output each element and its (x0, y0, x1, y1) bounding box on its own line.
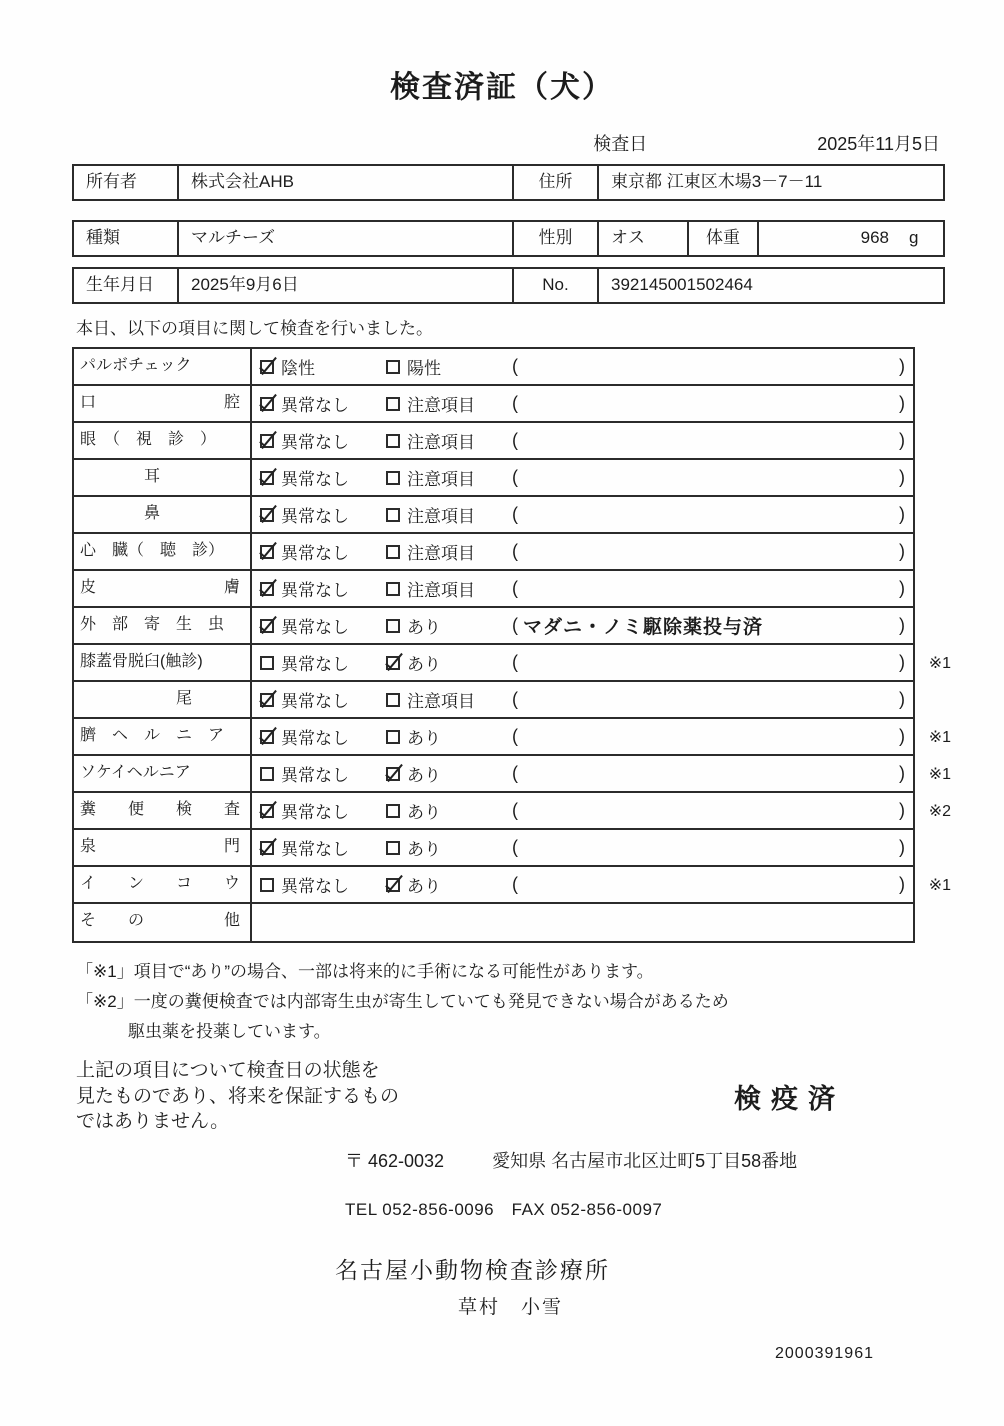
option-label: あり (407, 729, 441, 748)
inspection-option (260, 835, 386, 860)
option-label: 注意項目 (407, 433, 475, 452)
inspection-option (260, 539, 386, 564)
inspection-date-value: 2025年11月5日 (817, 134, 940, 154)
option-label: 異常なし (281, 840, 349, 859)
intro-text: 本日、以下の項目に関して検査を行いました。 (76, 319, 433, 338)
close-paren: ) (899, 467, 905, 487)
disclaimer-line: 上記の項目について検査日の状態を (76, 1060, 380, 1081)
inspection-row (74, 386, 913, 423)
checked-checkbox-icon[interactable] (260, 693, 274, 707)
inspection-item-label: 耳 (74, 460, 252, 495)
inspection-row-content (252, 719, 913, 754)
option-label: 注意項目 (407, 581, 475, 600)
checked-checkbox-icon[interactable] (260, 434, 274, 448)
inspection-option (260, 502, 386, 527)
examiner-name: 草村 小雪 (458, 1296, 564, 1318)
inspection-date-label: 検査日 (593, 134, 648, 154)
result-paren-area (512, 874, 913, 895)
result-paren-area (512, 652, 913, 673)
unchecked-checkbox-icon[interactable] (260, 878, 274, 892)
option-label: あり (407, 840, 441, 859)
inspection-option (386, 465, 512, 490)
weight-label: 体重 (687, 222, 757, 255)
inspection-table (72, 347, 951, 943)
inspection-item-label: そ の 他 (74, 904, 252, 941)
inspection-option (386, 687, 512, 712)
result-note-text: マダニ・ノミ駆除薬投与済 (523, 617, 764, 638)
weight-value: 968 (860, 228, 889, 247)
close-paren: ) (899, 541, 905, 561)
unchecked-checkbox-icon[interactable] (386, 619, 400, 633)
close-paren: ) (899, 356, 905, 376)
option-label: 異常なし (281, 507, 349, 526)
option-label: 注意項目 (407, 507, 475, 526)
quarantine-stamp: 検疫済 (734, 1083, 845, 1114)
inspection-option (260, 465, 386, 490)
close-paren: ) (899, 689, 905, 709)
option-label: あり (407, 618, 441, 637)
result-paren-area (512, 612, 913, 639)
inspection-row (74, 608, 913, 645)
checked-checkbox-icon[interactable] (260, 360, 274, 374)
address-value: 東京都 江東区木場3－7－11 (597, 166, 943, 199)
inspection-row-content (252, 534, 913, 569)
close-paren: ) (899, 652, 905, 672)
disclaimer-text (76, 1058, 399, 1135)
inspection-option (386, 798, 512, 823)
clinic-address-row (345, 1147, 1004, 1173)
close-paren: ) (899, 504, 905, 524)
inspection-option (260, 428, 386, 453)
option-label: 異常なし (281, 803, 349, 822)
option-label: あり (407, 655, 441, 674)
inspection-item-label: 臍 ヘ ル ニ ア (74, 719, 252, 754)
inspection-row (74, 423, 913, 460)
inspection-item-label: 鼻 (74, 497, 252, 532)
inspection-option (386, 354, 512, 379)
inspection-row-content (252, 349, 913, 384)
address-label: 住所 (512, 166, 597, 199)
checked-checkbox-icon[interactable] (260, 730, 274, 744)
open-paren: ( (512, 689, 518, 709)
breed-value: マルチーズ (177, 222, 512, 255)
checked-checkbox-icon[interactable] (260, 545, 274, 559)
sex-label: 性別 (512, 222, 597, 255)
result-paren-area (512, 837, 913, 858)
unchecked-checkbox-icon[interactable] (386, 804, 400, 818)
checked-checkbox-icon[interactable] (260, 397, 274, 411)
close-paren: ) (899, 578, 905, 598)
result-paren-area (512, 467, 913, 488)
option-label: 注意項目 (407, 692, 475, 711)
inspection-option (386, 650, 512, 675)
weight-unit: g (909, 228, 919, 247)
inspection-option (386, 761, 512, 786)
result-paren-area (512, 689, 913, 710)
option-label: 注意項目 (407, 396, 475, 415)
option-label: 異常なし (281, 581, 349, 600)
weight-cell (757, 222, 943, 255)
option-label: 異常なし (281, 470, 349, 489)
inspection-row-content (252, 756, 913, 791)
unchecked-checkbox-icon[interactable] (386, 545, 400, 559)
inspection-row-content (252, 460, 913, 495)
result-paren-area (512, 430, 913, 451)
birthdate-label: 生年月日 (86, 275, 154, 294)
inspection-row-content (252, 497, 913, 532)
inspection-item-label: 眼 （ 視 診 ） (74, 423, 252, 458)
pet-info-table (72, 220, 945, 257)
inspection-option (260, 761, 386, 786)
result-paren-area (512, 356, 913, 377)
close-paren: ) (899, 726, 905, 746)
inspection-option (260, 724, 386, 749)
option-label: 異常なし (281, 766, 349, 785)
checked-checkbox-icon[interactable] (260, 582, 274, 596)
birthdate-value: 2025年9月6日 (177, 269, 512, 302)
sex-value: オス (597, 222, 687, 255)
owner-table (72, 164, 945, 201)
result-paren-area (512, 578, 913, 599)
option-label: 異常なし (281, 692, 349, 711)
inspection-row (74, 571, 913, 608)
inspection-item-label: 口 腔 (74, 386, 252, 421)
breed-label: 種類 (86, 228, 120, 247)
inspection-row-content (252, 793, 913, 828)
unchecked-checkbox-icon[interactable] (260, 767, 274, 781)
serial-number: 2000391961 (775, 1344, 874, 1362)
inspection-row (74, 793, 951, 830)
certificate-no-value: 392145001502464 (597, 269, 943, 302)
unchecked-checkbox-icon[interactable] (386, 693, 400, 707)
inspection-option (260, 576, 386, 601)
inspection-item-label: 膝蓋骨脱臼(触診) (74, 645, 252, 680)
inspection-item-label: 外 部 寄 生 虫 (74, 608, 252, 643)
tel-fax: TEL 052-856-0096 FAX 052-856-0097 (345, 1199, 663, 1219)
open-paren: ( (512, 356, 518, 376)
inspection-option (260, 391, 386, 416)
checked-checkbox-icon[interactable] (386, 767, 400, 781)
open-paren: ( (512, 393, 518, 413)
open-paren: ( (512, 541, 518, 561)
close-paren: ) (899, 800, 905, 820)
row-footnote-mark: ※1 (928, 729, 951, 746)
inspection-row (74, 460, 913, 497)
unchecked-checkbox-icon[interactable] (386, 471, 400, 485)
inspection-row (74, 719, 951, 756)
inspection-option (260, 798, 386, 823)
inspection-row (74, 682, 913, 719)
checked-checkbox-icon[interactable] (260, 619, 274, 633)
result-paren-area (512, 504, 913, 525)
option-label: 異常なし (281, 618, 349, 637)
inspection-row (74, 756, 951, 793)
footnote-1: 「※1」項目で“あり”の場合、一部は将来的に手術になる可能性があります。 (76, 962, 654, 981)
inspection-item-label: 心 臓（ 聴 診） (74, 534, 252, 569)
close-paren: ) (899, 615, 905, 635)
option-label: 異常なし (281, 655, 349, 674)
unchecked-checkbox-icon[interactable] (386, 397, 400, 411)
unchecked-checkbox-icon[interactable] (386, 582, 400, 596)
inspection-row (74, 830, 913, 867)
inspection-item-label: パルボチェック (74, 349, 252, 384)
option-label: 異常なし (281, 396, 349, 415)
disclaimer-line: ではありません。 (76, 1111, 230, 1133)
open-paren: ( (512, 578, 518, 598)
unchecked-checkbox-icon[interactable] (386, 434, 400, 448)
inspection-option (386, 724, 512, 749)
unchecked-checkbox-icon[interactable] (386, 730, 400, 744)
close-paren: ) (899, 763, 905, 783)
inspection-option (386, 502, 512, 527)
result-paren-area (512, 800, 913, 821)
open-paren: ( (512, 763, 518, 783)
inspection-option (260, 687, 386, 712)
inspection-option (260, 354, 386, 379)
inspection-row-content (252, 608, 913, 643)
inspection-item-label: イ ン コ ウ (74, 867, 252, 902)
result-paren-area (512, 393, 913, 414)
checked-checkbox-icon[interactable] (260, 508, 274, 522)
close-paren: ) (899, 393, 905, 413)
inspection-option (260, 613, 386, 638)
inspection-row (74, 904, 913, 941)
inspection-item-label: ソケイヘルニア (74, 756, 252, 791)
row-footnote-mark: ※1 (928, 655, 951, 672)
inspection-row-content (252, 682, 913, 717)
result-paren-area (512, 726, 913, 747)
inspection-option (386, 539, 512, 564)
disclaimer-stamp-row (76, 1058, 940, 1135)
inspection-option (386, 835, 512, 860)
row-footnote-mark: ※2 (928, 803, 951, 820)
checked-checkbox-icon[interactable] (386, 656, 400, 670)
open-paren: ( (512, 726, 518, 746)
unchecked-checkbox-icon[interactable] (386, 841, 400, 855)
result-paren-area (512, 763, 913, 784)
inspection-row-content (252, 423, 913, 458)
row-footnote-mark: ※1 (928, 766, 951, 783)
open-paren: ( (512, 837, 518, 857)
close-paren: ) (899, 430, 905, 450)
checked-checkbox-icon[interactable] (260, 841, 274, 855)
option-label: 異常なし (281, 877, 349, 896)
open-paren: ( (512, 874, 518, 894)
inspection-item-label: 皮 膚 (74, 571, 252, 606)
inspection-option (260, 872, 386, 897)
inspection-option (260, 650, 386, 675)
option-label: あり (407, 766, 441, 785)
option-label: あり (407, 877, 441, 896)
inspection-row (74, 349, 913, 386)
unchecked-checkbox-icon[interactable] (386, 360, 400, 374)
unchecked-checkbox-icon[interactable] (386, 508, 400, 522)
open-paren: ( (512, 800, 518, 820)
document-title: 検査済証（犬） (390, 71, 614, 104)
inspection-row-content (252, 571, 913, 606)
inspection-option (386, 391, 512, 416)
option-label: 注意項目 (407, 544, 475, 563)
checked-checkbox-icon[interactable] (386, 878, 400, 892)
clinic-name: 名古屋小動物検査診療所 (335, 1256, 610, 1283)
inspection-option (386, 613, 512, 638)
option-label: 陰性 (281, 359, 315, 378)
footnote-2-continued: 駆虫薬を投薬しています。 (128, 1022, 331, 1041)
inspection-row-content (252, 867, 913, 902)
option-label: 陽性 (407, 359, 441, 378)
inspection-date-row (72, 130, 940, 156)
open-paren: ( (512, 615, 518, 635)
inspection-row (74, 497, 913, 534)
inspection-option (386, 576, 512, 601)
close-paren: ) (899, 874, 905, 894)
unchecked-checkbox-icon[interactable] (260, 656, 274, 670)
result-paren-area (512, 541, 913, 562)
inspection-item-label: 泉 門 (74, 830, 252, 865)
inspection-item-label: 尾 (74, 682, 252, 717)
option-label: 異常なし (281, 544, 349, 563)
open-paren: ( (512, 430, 518, 450)
inspection-option (386, 872, 512, 897)
open-paren: ( (512, 652, 518, 672)
close-paren: ) (899, 837, 905, 857)
inspection-row-content (252, 645, 913, 680)
footnote-2: 「※2」一度の糞便検査では内部寄生虫が寄生していても発見できない場合があるため (76, 992, 729, 1011)
certificate-no-label: No. (512, 269, 597, 302)
inspection-item-label: 糞 便 検 査 (74, 793, 252, 828)
open-paren: ( (512, 504, 518, 524)
inspection-row-content (252, 830, 913, 865)
inspection-row-content (252, 904, 913, 941)
inspection-row (74, 645, 951, 682)
option-label: 異常なし (281, 729, 349, 748)
row-footnote-mark: ※1 (928, 877, 951, 894)
owner-value: 株式会社AHB (177, 166, 512, 199)
checked-checkbox-icon[interactable] (260, 804, 274, 818)
option-label: あり (407, 803, 441, 822)
open-paren: ( (512, 467, 518, 487)
clinic-address: 愛知県 名古屋市北区辻町5丁目58番地 (492, 1150, 798, 1171)
inspection-option (386, 428, 512, 453)
checked-checkbox-icon[interactable] (260, 471, 274, 485)
option-label: 異常なし (281, 433, 349, 452)
owner-label: 所有者 (86, 172, 137, 191)
inspection-row (74, 867, 951, 904)
option-label: 注意項目 (407, 470, 475, 489)
birth-number-table (72, 267, 945, 304)
postal-code: 〒 462-0032 (345, 1150, 445, 1171)
inspection-row (74, 534, 913, 571)
disclaimer-line: 見たものであり、将来を保証するもの (76, 1085, 400, 1107)
inspection-row-content (252, 386, 913, 421)
